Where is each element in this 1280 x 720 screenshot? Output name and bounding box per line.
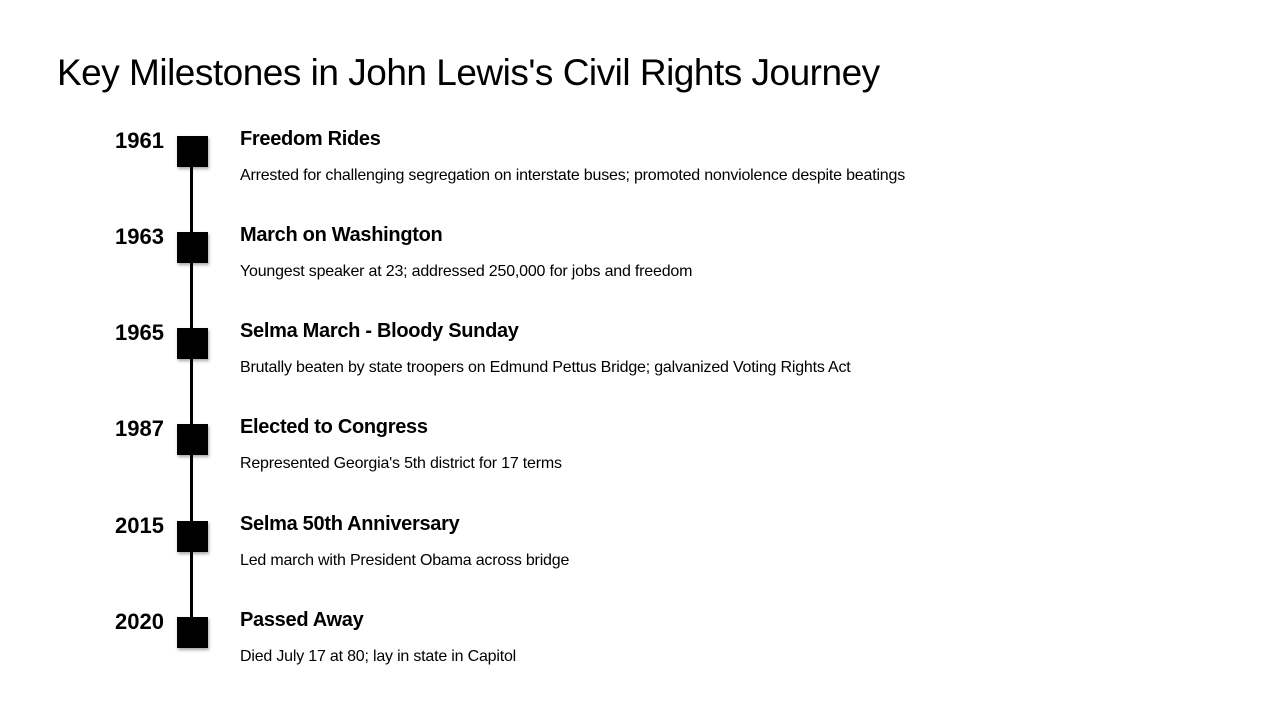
milestone-marker <box>177 136 208 167</box>
milestone-marker <box>177 424 208 455</box>
milestone-title: March on Washington <box>240 224 443 246</box>
milestone-year: 1965 <box>115 320 164 345</box>
milestone-item <box>0 512 1280 602</box>
milestone-year: 1961 <box>115 128 164 153</box>
milestone-marker <box>177 617 208 648</box>
milestone-item <box>0 608 1280 698</box>
milestone-title: Selma 50th Anniversary <box>240 513 460 535</box>
milestone-marker <box>177 232 208 263</box>
milestone-item <box>0 223 1280 313</box>
milestone-year: 2020 <box>115 609 164 634</box>
milestone-year: 1987 <box>115 416 164 441</box>
milestone-title: Passed Away <box>240 609 364 631</box>
milestone-item <box>0 415 1280 505</box>
milestone-description: Brutally beaten by state troopers on Edmund Pettus Bridge; galvanized Voting Rights Act <box>240 359 851 376</box>
milestone-year: 1963 <box>115 224 164 249</box>
milestone-description: Died July 17 at 80; lay in state in Capitol <box>240 648 517 665</box>
milestone-title: Selma March - Bloody Sunday <box>240 320 519 342</box>
milestone-title: Freedom Rides <box>240 128 381 150</box>
milestone-description: Arrested for challenging segregation on interstate buses; promoted nonviolence despite beatings <box>240 167 905 184</box>
milestone-title: Elected to Congress <box>240 416 428 438</box>
milestone-description: Youngest speaker at 23; addressed 250,000 for jobs and freedom <box>240 263 693 280</box>
milestone-year: 2015 <box>115 513 164 538</box>
milestone-description: Represented Georgia's 5th district for 17 terms <box>240 455 562 472</box>
milestone-marker <box>177 521 208 552</box>
page-title: Key Milestones in John Lewis's Civil Rights Journey <box>57 52 880 93</box>
milestone-item <box>0 319 1280 409</box>
milestone-description: Led march with President Obama across bridge <box>240 552 570 569</box>
milestone-item <box>0 127 1280 217</box>
milestone-marker <box>177 328 208 359</box>
